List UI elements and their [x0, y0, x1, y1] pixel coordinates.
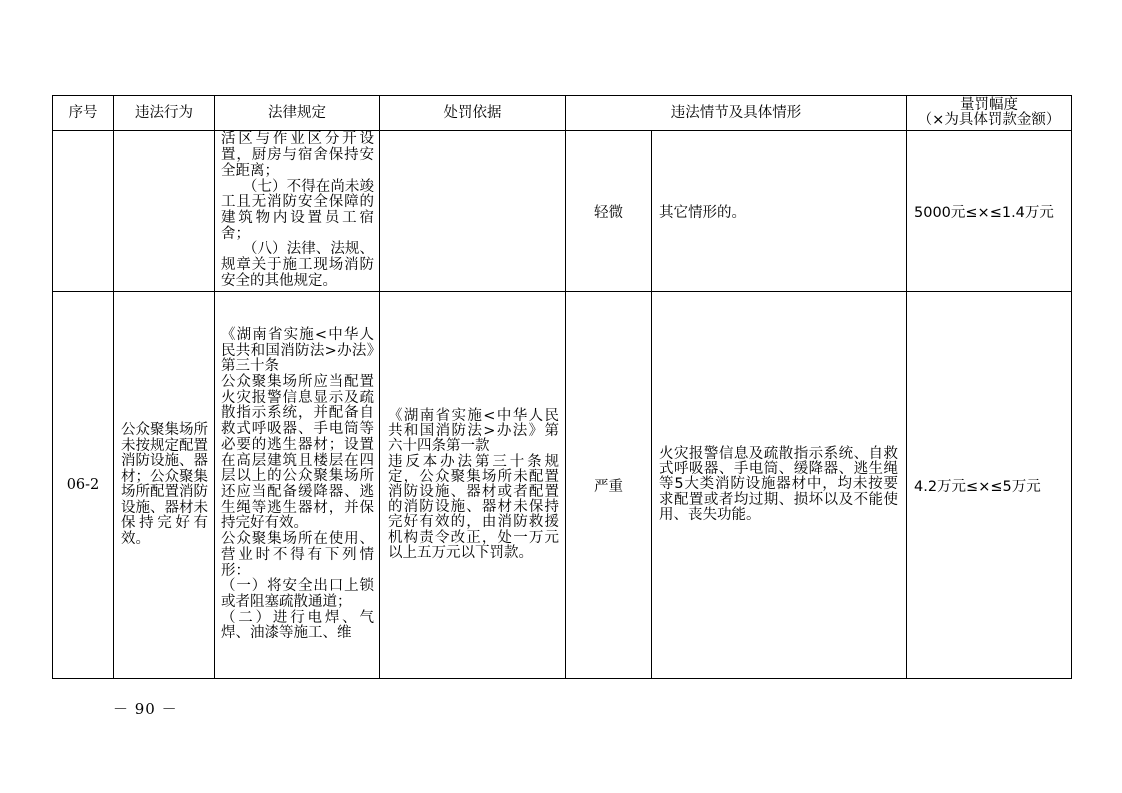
cell-level: 严重: [566, 292, 652, 679]
header-law: 法律规定: [215, 96, 380, 131]
table-row: [53, 292, 1072, 679]
header-situation: 违法情节及具体情形: [566, 96, 907, 131]
cell-penalty-basis: [380, 131, 566, 292]
cell-seq: [53, 131, 114, 292]
cell-law: 活区与作业区分开设置，厨房与宿舍保持安全距离； （七）不得在尚未竣工且无消防安全保障的建筑物内设置员工宿舍； （八）法律、法规、规章关于施工现场消防安全的其他规定。: [215, 131, 380, 292]
header-penalty-range: [907, 96, 1072, 131]
header-range-line1: 量罚幅度: [960, 97, 1018, 113]
cell-penalty-basis: 《湖南省实施<中华人民共和国消防法>办法》第六十四条第一款 违反本办法第三十条规定，公众聚集场所未配置消防设施、器材或者配置的消防设施、器材未保持完好有效的，由消防救援机构责令改正，处一万元以上五万元以下罚款。: [380, 292, 566, 679]
page-number: － 90 －: [113, 700, 178, 718]
cell-range: 5000元≤×≤1.4万元: [907, 131, 1072, 292]
cell-violation: 公众聚集场所未按规定配置消防设施、器材；公众聚集场所配置消防设施、器材未保持完好有效。: [114, 292, 215, 679]
header-seq: 序号: [53, 96, 114, 131]
cell-level: 轻微: [566, 131, 652, 292]
penalty-table: [52, 95, 1072, 679]
cell-situation: 其它情形的。: [652, 131, 907, 292]
header-violation: 违法行为: [114, 96, 215, 131]
table-row: [53, 131, 1072, 292]
header-row: [53, 96, 1072, 131]
cell-seq: 06-2: [53, 292, 114, 679]
cell-range: 4.2万元≤×≤5万元: [907, 292, 1072, 679]
cell-law: 《湖南省实施<中华人民共和国消防法>办法》第三十条 公众聚集场所应当配置火灾报警信息显示及疏散指示系统，并配备自救式呼吸器、手电筒等必要的逃生器材；设置在高层建筑且楼层在四层以上的公众聚集场所还应当配备缓降器、逃生绳等逃生器材，并保持完好有效。 公众聚集场所在使用、营业时不得有下列情形： （一）将安全出口上锁或者阻塞疏散通道； （二）进行电焊、气焊、油漆等施工、维: [215, 292, 380, 679]
header-penalty-basis: 处罚依据: [380, 96, 566, 131]
header-range-line2: （×为具体罚款金额）: [917, 112, 1061, 128]
cell-violation: [114, 131, 215, 292]
cell-situation: 火灾报警信息及疏散指示系统、自救式呼吸器、手电筒、缓降器、逃生绳等5大类消防设施器材中，均未按要求配置或者均过期、损坏以及不能使用、丧失功能。: [652, 292, 907, 679]
